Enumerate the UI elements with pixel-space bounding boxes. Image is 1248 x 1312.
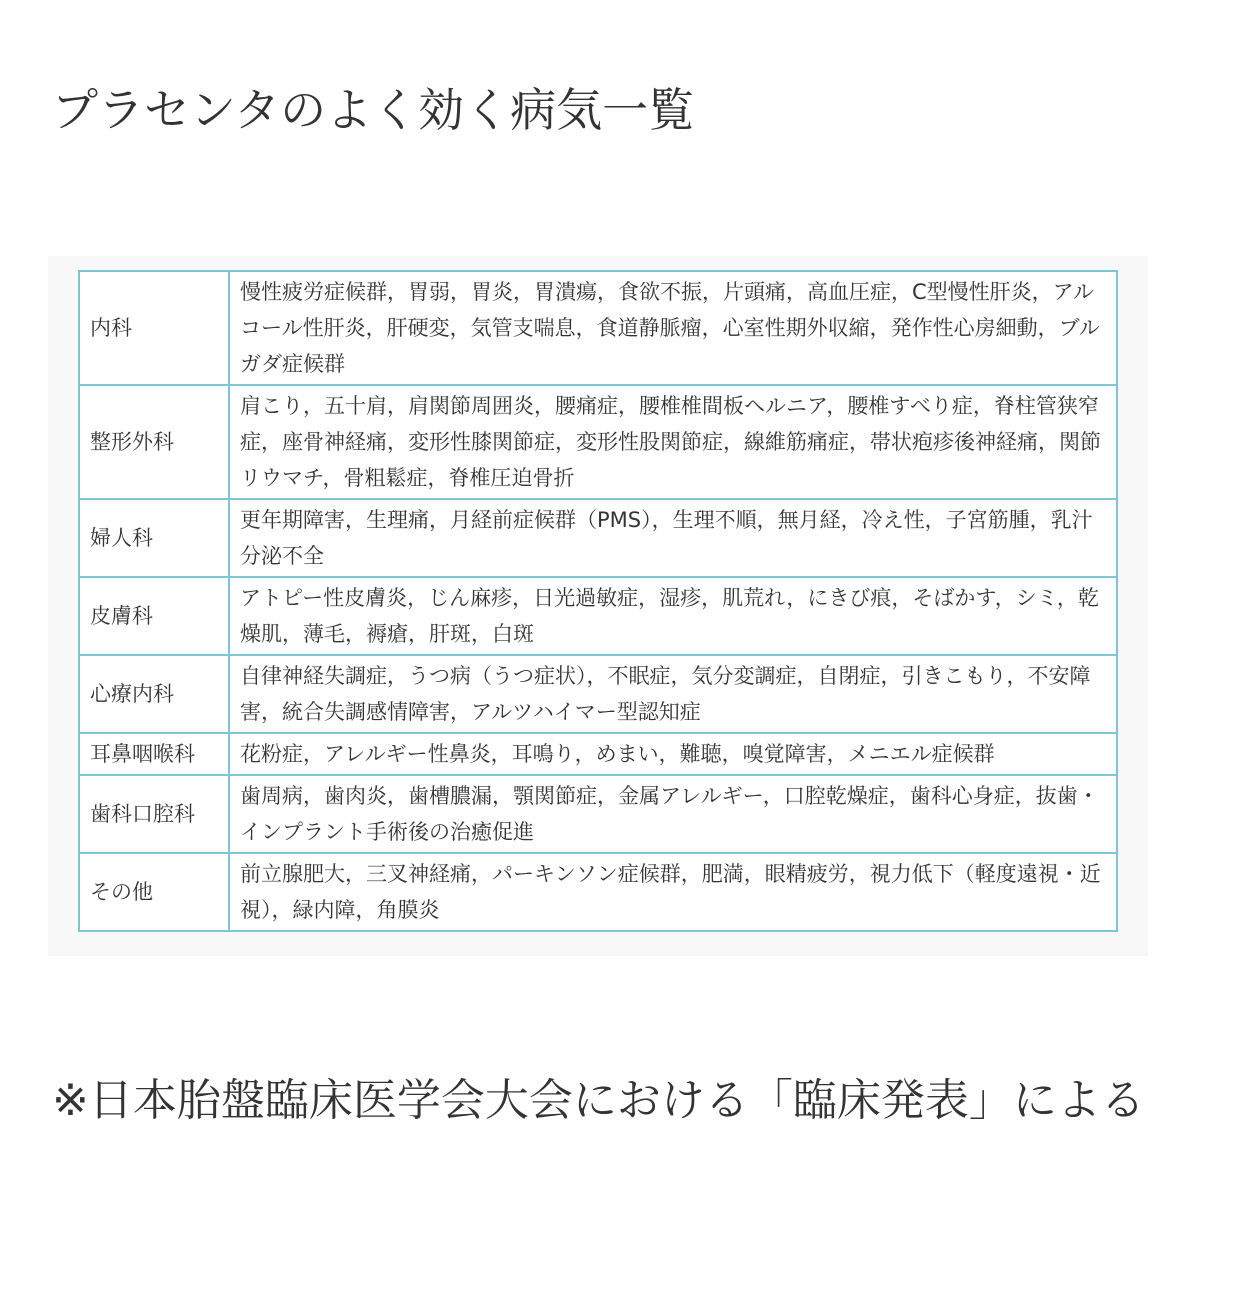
disease-list-cell: 前立腺肥大，三叉神経痛，パーキンソン症候群，肥満，眼精疲労，視力低下（軽度遠視・近視），緑内障，角膜炎 <box>229 853 1117 931</box>
table-row <box>79 271 1117 385</box>
source-note: ※日本胎盤臨床医学会大会における「臨床発表」による <box>52 1075 1145 1126</box>
disease-list-cell: 慢性疲労症候群，胃弱，胃炎，胃潰瘍，食欲不振，片頭痛，高血圧症，C型慢性肝炎，アルコール性肝炎，肝硬変，気管支喘息，食道静脈瘤，心室性期外収縮，発作性心房細動，ブルガダ症候群 <box>229 271 1117 385</box>
table-row <box>79 655 1117 733</box>
disease-list-cell: 歯周病，歯肉炎，歯槽膿漏，顎関節症，金属アレルギー，口腔乾燥症，歯科心身症，抜歯・インプラント手術後の治癒促進 <box>229 775 1117 853</box>
page-title: プラセンタのよく効く病気一覧 <box>52 83 695 137</box>
table-row <box>79 733 1117 775</box>
table-row <box>79 577 1117 655</box>
department-cell: 整形外科 <box>79 385 229 499</box>
department-cell: 心療内科 <box>79 655 229 733</box>
table-row <box>79 499 1117 577</box>
disease-list-cell: アトピー性皮膚炎，じん麻疹，日光過敏症，湿疹，肌荒れ，にきび痕，そばかす，シミ，乾燥肌，薄毛，褥瘡，肝斑，白斑 <box>229 577 1117 655</box>
disease-list-cell: 肩こり，五十肩，肩関節周囲炎，腰痛症，腰椎椎間板ヘルニア，腰椎すべり症，脊柱管狭窄症，座骨神経痛，変形性膝関節症，変形性股関節症，線維筋痛症，帯状疱疹後神経痛，関節リウマチ，骨粗鬆症，脊椎圧迫骨折 <box>229 385 1117 499</box>
disease-list-cell: 更年期障害，生理痛，月経前症候群（PMS），生理不順，無月経，冷え性，子宮筋腫，乳汁分泌不全 <box>229 499 1117 577</box>
department-cell: 歯科口腔科 <box>79 775 229 853</box>
disease-list-cell: 自律神経失調症，うつ病（うつ症状），不眠症，気分変調症，自閉症，引きこもり，不安障害，統合失調感情障害，アルツハイマー型認知症 <box>229 655 1117 733</box>
department-cell: 婦人科 <box>79 499 229 577</box>
department-cell: 耳鼻咽喉科 <box>79 733 229 775</box>
department-cell: その他 <box>79 853 229 931</box>
table-row <box>79 853 1117 931</box>
department-cell: 内科 <box>79 271 229 385</box>
disease-table <box>78 270 1118 932</box>
table-row <box>79 775 1117 853</box>
disease-table-image <box>48 256 1148 956</box>
table-row <box>79 385 1117 499</box>
disease-list-cell: 花粉症，アレルギー性鼻炎，耳鳴り，めまい，難聴，嗅覚障害，メニエル症候群 <box>229 733 1117 775</box>
department-cell: 皮膚科 <box>79 577 229 655</box>
